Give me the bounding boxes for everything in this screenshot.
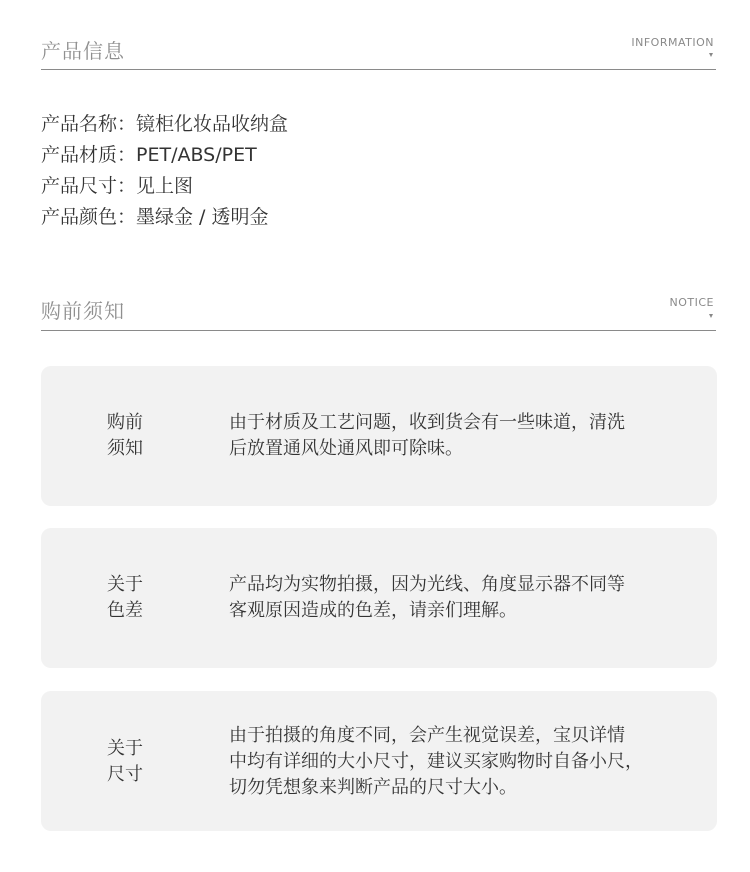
card-text-line: 由于材质及工艺问题，收到货会有一些味道，清洗 [229,412,625,433]
product-info-title: 产品信息 [41,39,125,63]
product-info-list [41,109,288,233]
card-label-line: 尺寸 [107,764,143,785]
card-text-line: 客观原因造成的色差，请亲们理解。 [229,600,517,621]
product-color-row: 产品颜色：墨绿金 / 透明金 [41,206,269,228]
card-label-line: 购前 [107,412,143,433]
triangle-marker-icon [709,314,713,318]
card-label-line: 色差 [107,600,143,621]
card-label [107,736,147,788]
card-text-line: 由于拍摄的角度不同，会产生视觉误差，宝贝详情 [229,725,625,746]
notice-card-size [41,691,717,831]
triangle-marker-icon [709,53,713,57]
card-text-line: 切勿凭想象来判断产品的尺寸大小。 [229,777,517,798]
product-info-header [41,30,716,70]
notice-card-smell [41,366,717,506]
notice-tag: NOTICE [669,296,714,309]
card-text-line: 产品均为实物拍摄，因为光线、角度显示器不同等 [229,574,625,595]
product-name-row: 产品名称：镜柜化妆品收纳盒 [41,113,289,135]
product-size-row: 产品尺寸：见上图 [41,175,194,197]
card-text-line: 后放置通风处通风即可除味。 [229,438,463,459]
product-material-row: 产品材质：PET/ABS/PET [41,144,257,166]
card-label-line: 关于 [107,574,143,595]
card-label-line: 须知 [107,438,143,459]
card-text [229,410,679,462]
card-text [229,572,679,624]
card-label-line: 关于 [107,738,143,759]
notice-title: 购前须知 [41,299,125,323]
card-text-line: 中均有详细的大小尺寸，建议买家购物时自备小尺， [229,751,643,772]
card-label [107,410,147,462]
card-label [107,572,147,624]
card-text [229,723,679,801]
notice-header [41,290,716,331]
information-tag: INFORMATION [631,36,714,49]
notice-card-color [41,528,717,668]
